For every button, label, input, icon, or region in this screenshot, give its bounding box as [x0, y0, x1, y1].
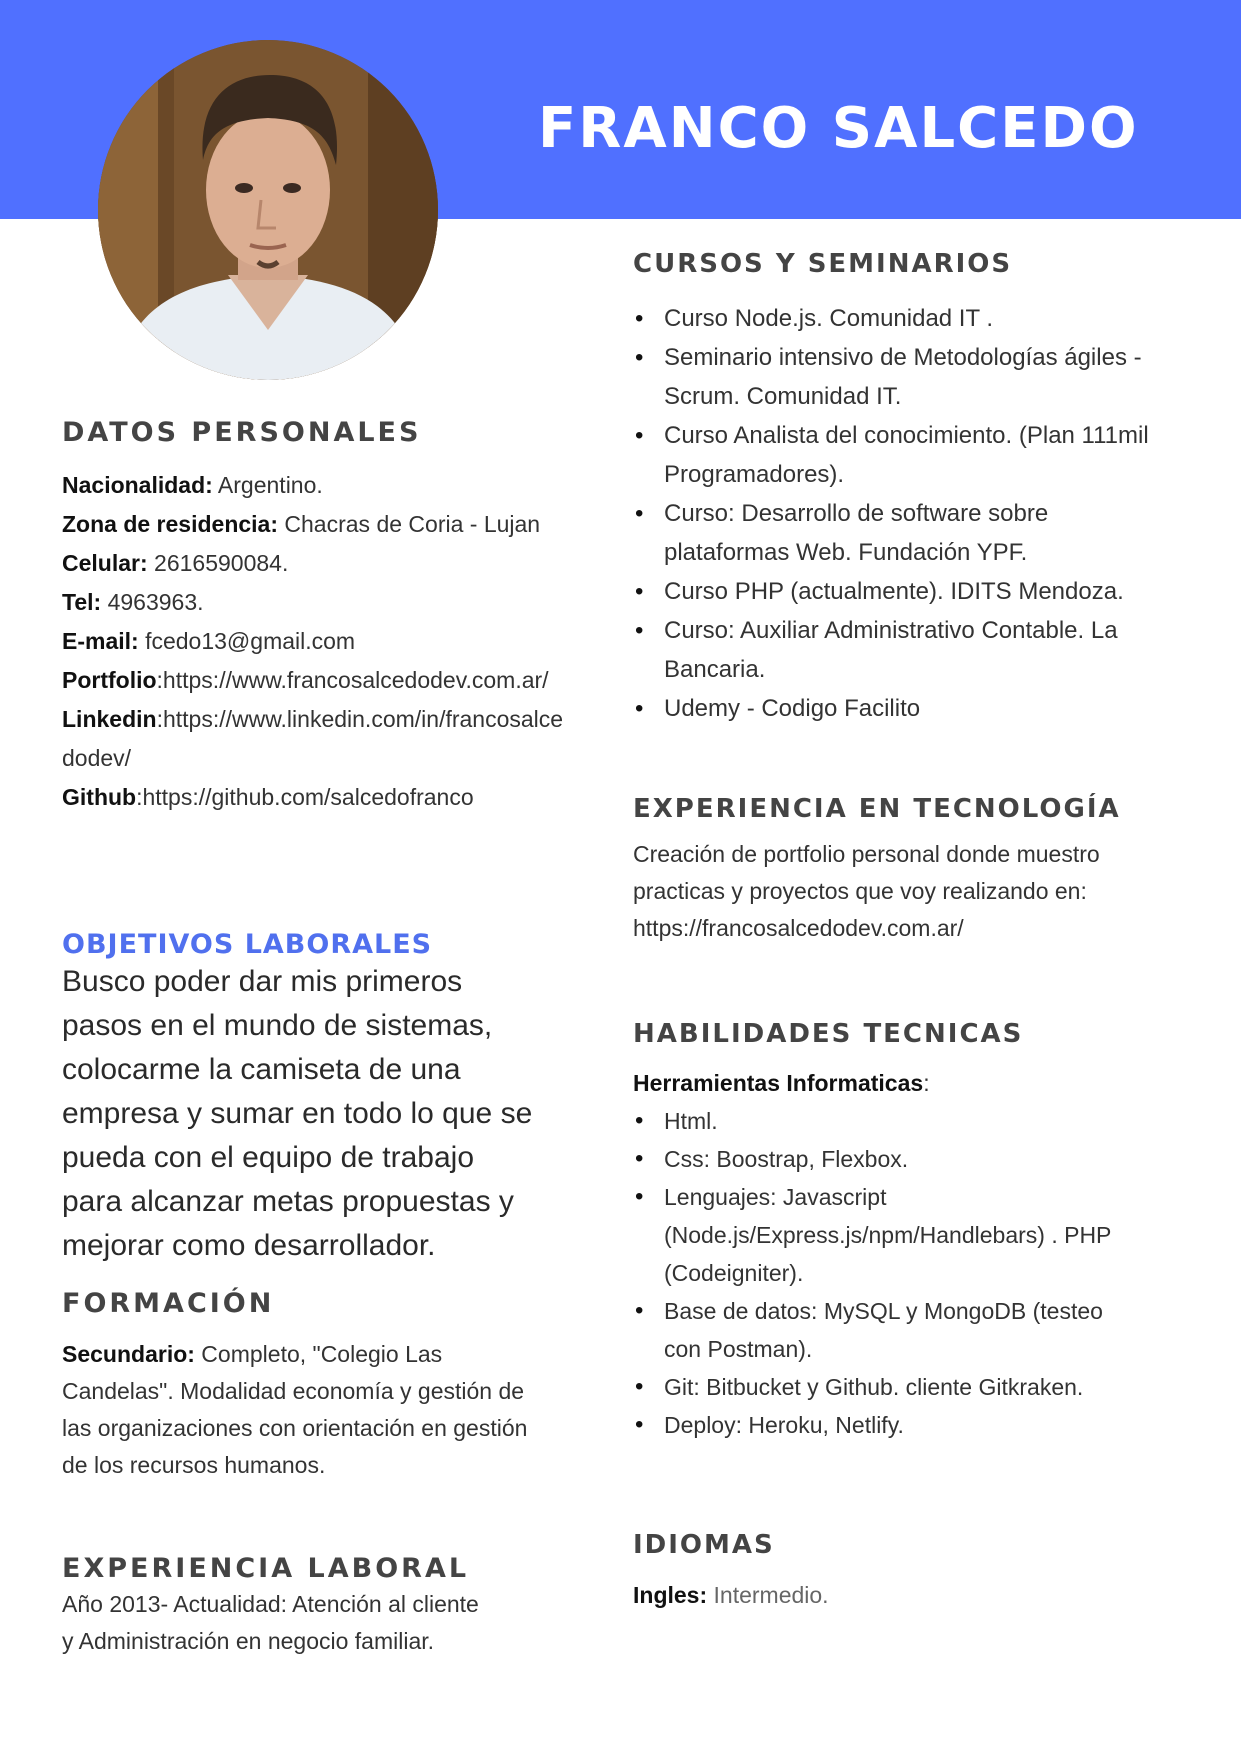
idiomas-text: Ingles: Intermedio.: [633, 1582, 829, 1608]
curso-item: • Udemy - Codigo Facilito: [633, 689, 1153, 728]
cursos-list: [633, 299, 1153, 728]
curso-item: • Seminario intensivo de Metodologías ágiles - Scrum. Comunidad IT.: [633, 338, 1153, 416]
personal-details: [62, 466, 570, 817]
habilidad-item: • Git: Bitbucket y Github. cliente Gitkraken.: [633, 1368, 1123, 1406]
habilidad-item: • Deploy: Heroku, Netlify.: [633, 1406, 1123, 1444]
experiencia-laboral-text: Año 2013- Actualidad: Atención al cliente y Administración en negocio familiar.: [62, 1591, 479, 1654]
experiencia-tecnologia-text: Creación de portfolio personal donde muestro practicas y proyectos que voy realizando en: https://francosalcedodev.com.ar/: [633, 836, 1113, 947]
profile-photo: [98, 40, 438, 380]
curso-item: • Curso Node.js. Comunidad IT .: [633, 299, 1153, 338]
detail-github: Github:https://github.com/salcedofranco: [62, 784, 474, 810]
objetivos-heading: OBJETIVOS LABORALES: [62, 929, 433, 960]
detail-portfolio: Portfolio:https://www.francosalcedodev.com.ar/: [62, 667, 549, 693]
detail-email: E-mail: fcedo13@gmail.com: [62, 628, 356, 654]
idiomas-heading: IDIOMAS: [633, 1530, 775, 1560]
cursos-heading: CURSOS Y SEMINARIOS: [633, 249, 1013, 279]
portfolio-link[interactable]: https://francosalcedodev.com.ar/: [633, 915, 964, 941]
habilidades-section: [633, 1064, 1153, 1444]
curso-item: • Curso Analista del conocimiento. (Plan 111mil Programadores).: [633, 416, 1153, 494]
detail-linkedin: Linkedin:https://www.linkedin.com/in/francosalcedodev/: [62, 706, 564, 771]
candidate-name: FRANCO SALCEDO: [538, 96, 1139, 161]
habilidad-item: • Css: Boostrap, Flexbox.: [633, 1140, 1123, 1178]
datos-personales-heading: DATOS PERSONALES: [62, 417, 422, 448]
habilidad-item: • Lenguajes: Javascript (Node.js/Express.js/npm/Handlebars) . PHP (Codeigniter).: [633, 1178, 1123, 1292]
habilidad-item: • Html.: [633, 1102, 1123, 1140]
habilidades-heading: HABILIDADES TECNICAS: [633, 1019, 1024, 1049]
curso-item: • Curso: Desarrollo de software sobre plataformas Web. Fundación YPF.: [633, 494, 1153, 572]
objetivos-text: Busco poder dar mis primeros pasos en el mundo de sistemas, colocarme la camiseta de una empresa y sumar en todo lo que se pueda con el equipo de trabajo para alcanzar metas propuestas y mejorar como desarrollador.: [62, 965, 533, 1262]
experiencia-tecnologia-heading: EXPERIENCIA EN TECNOLOGÍA: [633, 794, 1121, 824]
formacion-heading: FORMACIÓN: [62, 1288, 275, 1319]
profile-photo-icon: [98, 40, 438, 380]
curso-item: • Curso: Auxiliar Administrativo Contable. La Bancaria.: [633, 611, 1153, 689]
formacion-text: Secundario: Completo, "Colegio Las Candelas". Modalidad economía y gestión de las organizaciones con orientación en gestión de los recursos humanos.: [62, 1341, 528, 1478]
detail-nacionalidad: Nacionalidad: Argentino.: [62, 472, 323, 498]
detail-celular: Celular: 2616590084.: [62, 550, 289, 576]
detail-residencia: Zona de residencia: Chacras de Coria - Lujan: [62, 511, 541, 537]
habilidad-item: • Base de datos: MySQL y MongoDB (testeo con Postman).: [633, 1292, 1123, 1368]
habilidades-subtitle: Herramientas Informaticas:: [633, 1070, 930, 1096]
curso-item: • Curso PHP (actualmente). IDITS Mendoza.: [633, 572, 1153, 611]
detail-tel: Tel: 4963963.: [62, 589, 204, 615]
experiencia-laboral-heading: EXPERIENCIA LABORAL: [62, 1553, 470, 1584]
